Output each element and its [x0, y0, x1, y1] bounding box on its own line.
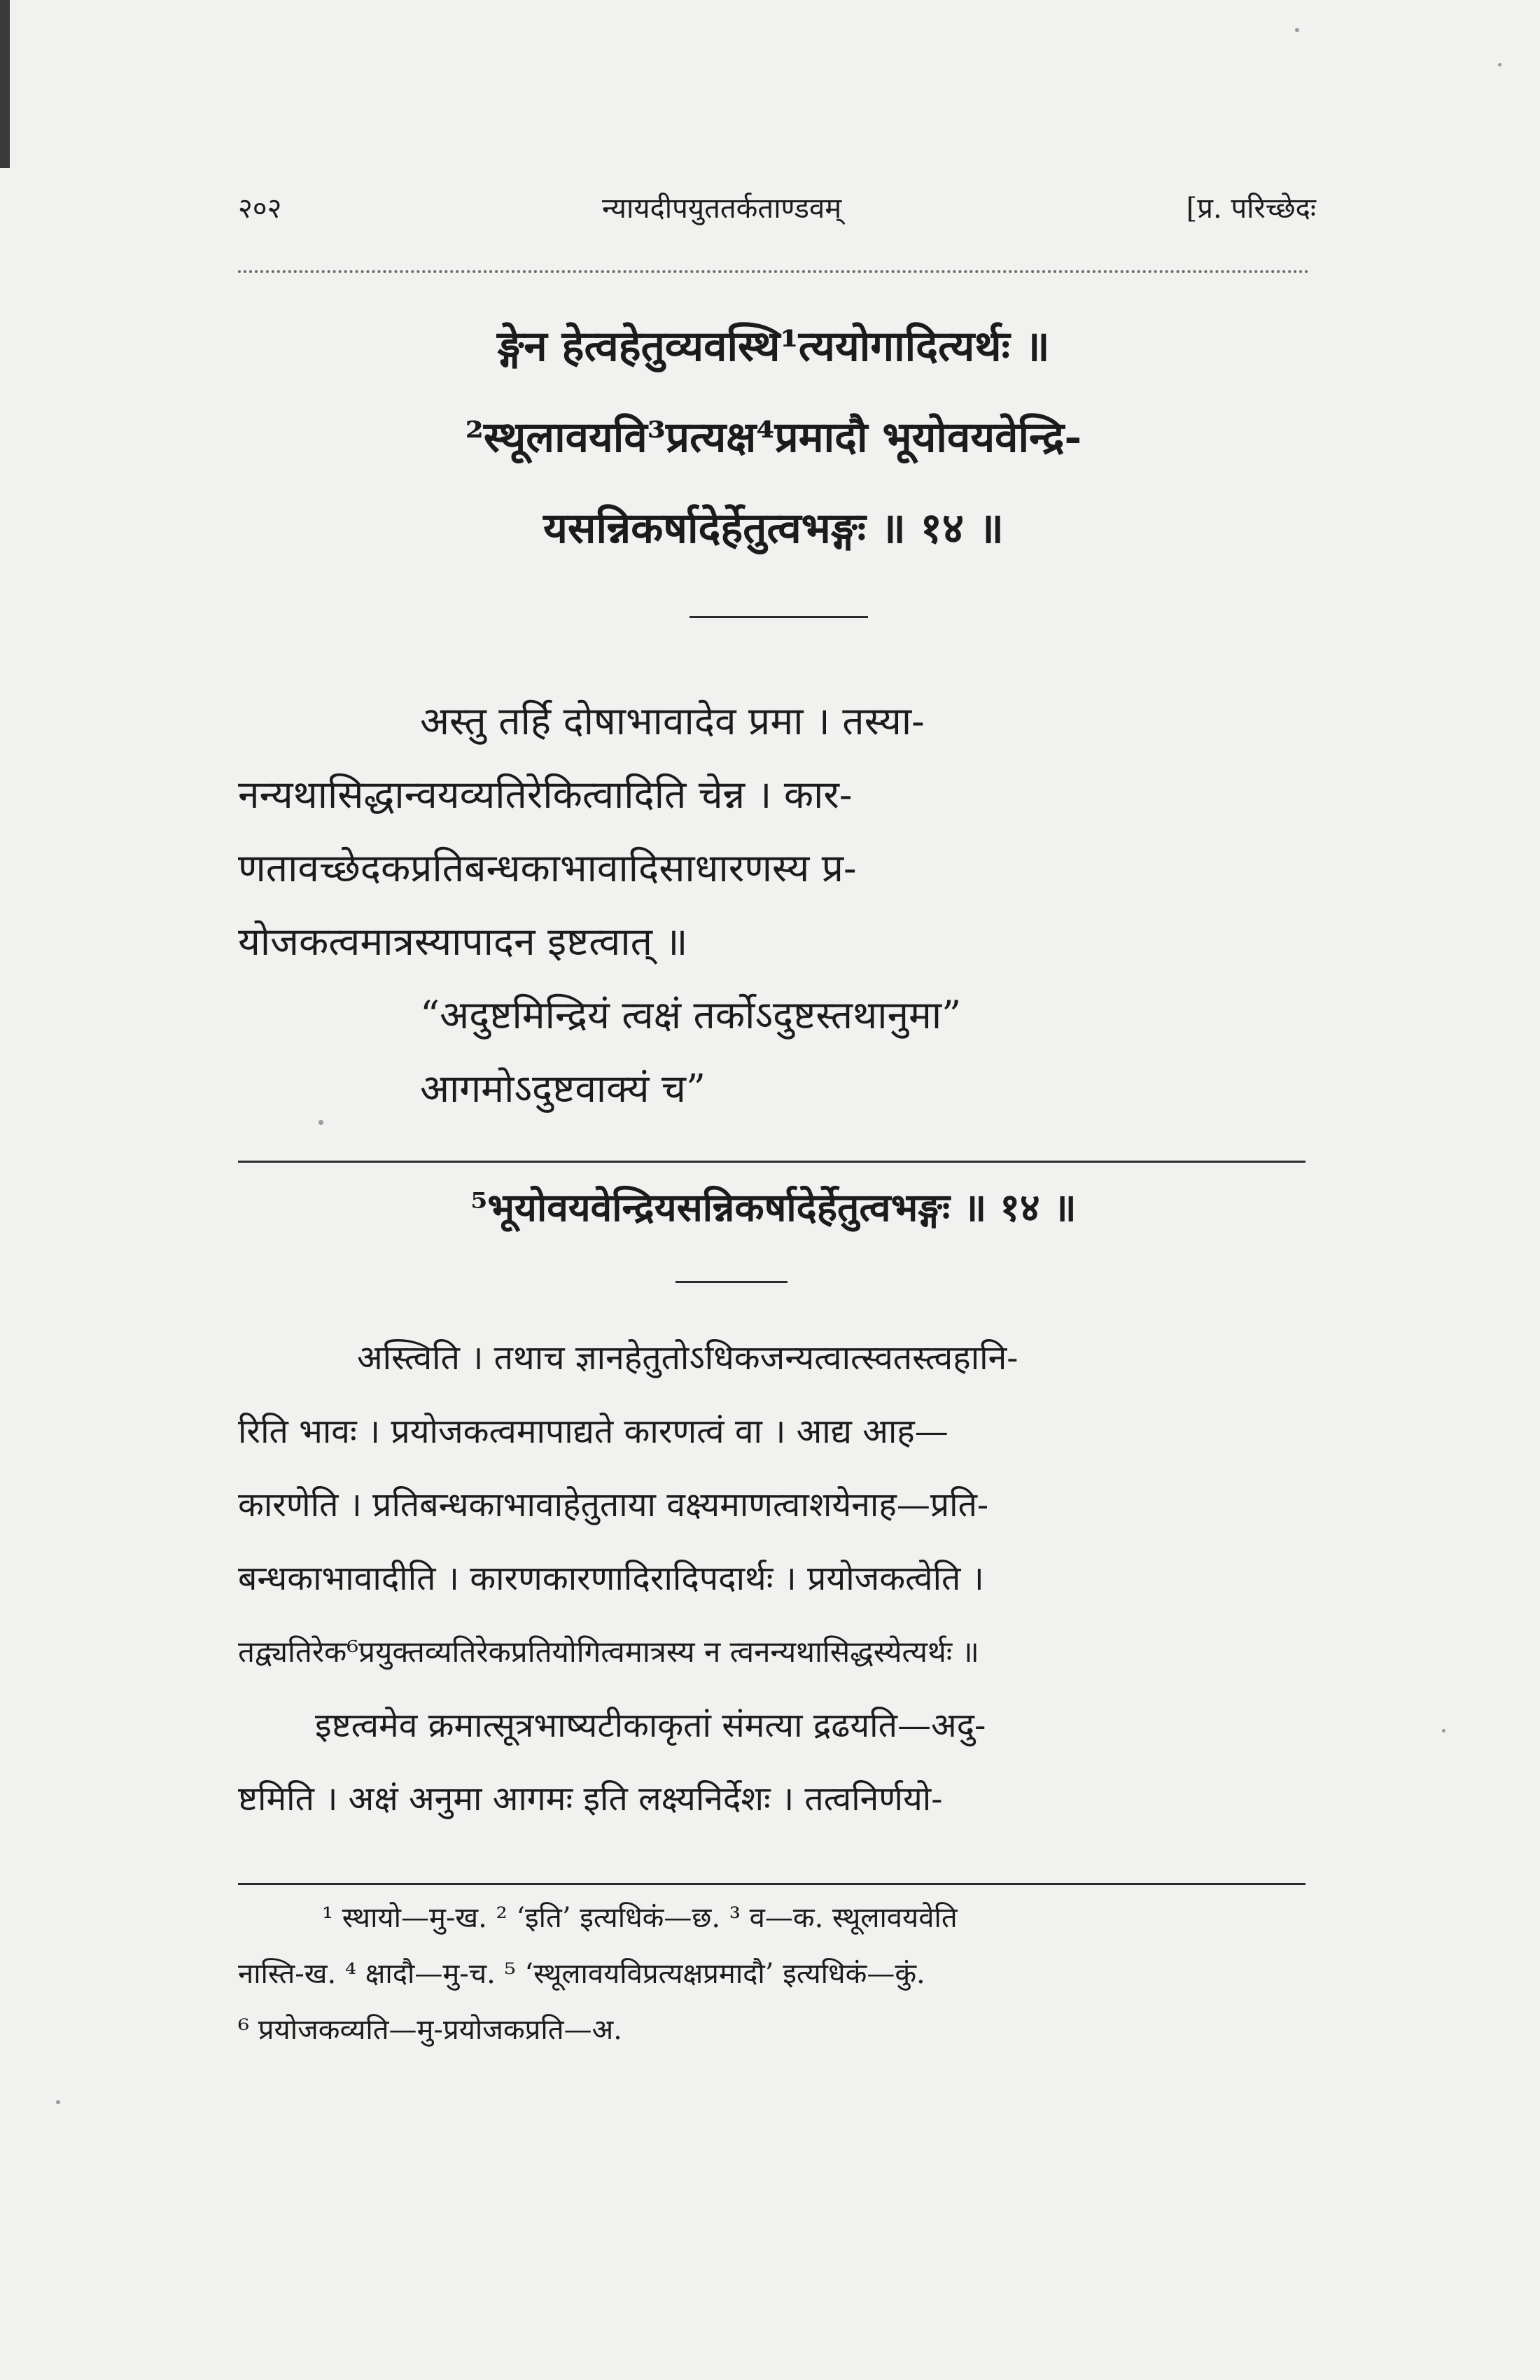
running-header	[238, 188, 1316, 244]
paper-speck	[1295, 28, 1299, 32]
paper-speck	[318, 1120, 323, 1125]
gloss-line: तद्व्यतिरेक⁶प्रयुक्तव्यतिरेकप्रतियोगित्वमात्रस्य न त्वनन्यथासिद्धस्येत्यर्थः ॥	[238, 1634, 979, 1669]
commentary-line: णतावच्छेदकप्रतिबन्धकाभावादिसाधारणस्य प्र-	[238, 846, 857, 890]
gloss-line: बन्धकाभावादीति । कारणकारणादिरादिपदार्थः । प्रयोजकत्वेति ।	[238, 1559, 984, 1598]
commentary-line: अस्तु तर्हि दोषाभावादेव प्रमा । तस्या-	[420, 699, 925, 743]
quoted-verse-line: आगमोऽदुष्टवाक्यं च”	[420, 1066, 706, 1111]
verse-block	[238, 315, 1309, 581]
paper-speck	[1442, 1729, 1446, 1732]
footnote-line: ¹ स्थायो—मु-ख. ² ‘इति’ इत्यधिकं—छ. ³ व—क. स्थूलावयवेति	[322, 1902, 958, 1934]
text-divider	[238, 1161, 1306, 1163]
quoted-verse-line: “अदुष्टमिन्द्रियं त्वक्षं तर्कोऽदुष्टस्तथानुमा”	[420, 993, 962, 1037]
footnote-line: नास्ति-ख. ⁴ क्षादौ—मु-च. ⁵ ‘स्थूलावयविप्रत्यक्षप्रमादौ’ इत्यधिकं—कुं.	[238, 1958, 925, 1990]
commentary-line: नन्यथासिद्धान्वयव्यतिरेकित्वादिति चेन्न । कार-	[238, 772, 853, 817]
variant-heading: ⁵भूयोवयवेन्द्रियसन्निकर्षादेर्हेतुत्वभङ्गः ॥ १४ ॥	[470, 1184, 1077, 1230]
gloss-line: अस्त्विति । तथाच ज्ञानहेतुतोऽधिकजन्यत्वात्स्वतस्त्वहानि-	[357, 1338, 1018, 1378]
gloss-line: ष्टमिति । अक्षं अनुमा आगमः इति लक्ष्यनिर्देशः । तत्वनिर्णयो-	[238, 1779, 943, 1819]
verse-line: यसन्निकर्षादेर्हेतुत्वभङ्गः ॥ १४ ॥	[543, 504, 1004, 553]
footnote-divider	[238, 1883, 1306, 1885]
verse-line: ²स्थूलावयवि³प्रत्यक्ष⁴प्रमादौ भूयोवयवेन्द्रि-	[465, 413, 1082, 462]
gloss-block	[238, 1334, 1309, 1865]
paper-speck	[56, 2100, 60, 2104]
paper-speck	[1498, 63, 1502, 66]
gloss-line: इष्टत्वमेव क्रमात्सूत्रभाष्यटीकाकृतां संमत्या द्रढयति—अदु-	[315, 1706, 986, 1745]
section-label: [प्र. परिच्छेदः	[1186, 192, 1316, 225]
commentary-line: योजकत्वमात्रस्यापादन इष्टत्वात् ॥	[238, 919, 688, 964]
header-divider	[238, 270, 1309, 273]
variant-heading-block	[238, 1180, 1309, 1250]
footnotes-block	[238, 1897, 1309, 2079]
book-title: न्यायदीपयुततर्कताण्डवम्	[602, 192, 842, 225]
page-edge-shadow	[0, 0, 10, 168]
section-divider	[690, 616, 868, 618]
gloss-line: रिति भावः । प्रयोजकत्वमापाद्यते कारणत्वं वा । आद्य आह—	[238, 1412, 948, 1451]
section-divider	[676, 1281, 788, 1283]
footnote-line: ⁶ प्रयोजकव्यति—मु-प्रयोजकप्रति—अ.	[238, 2014, 622, 2046]
gloss-line: कारणेति । प्रतिबन्धकाभावाहेतुताया वक्ष्यमाणत्वाशयेनाह—प्रति-	[238, 1485, 989, 1525]
page-number: २०२	[238, 192, 282, 225]
verse-line: ङ्गेन हेत्वहेतुव्यवस्थि¹त्ययोगादित्यर्थः ॥	[497, 322, 1050, 371]
commentary-block	[238, 693, 1309, 1155]
